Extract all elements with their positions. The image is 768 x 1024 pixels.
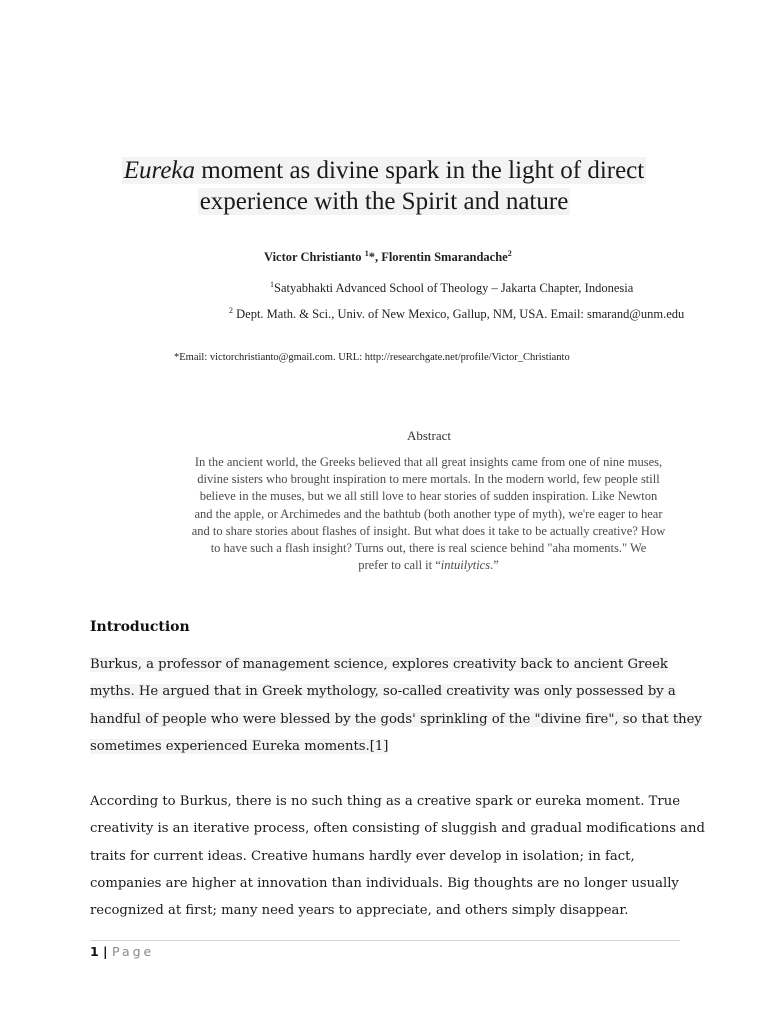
paragraph-line: companies are higher at innovation than individuals. Big thoughts are no longer usually: [90, 875, 679, 891]
paragraph-line-text: sometimes experienced Eureka moments.[1]: [90, 738, 389, 754]
page-label: Page: [111, 944, 155, 959]
paragraph-line: traits for current ideas. Creative humans hardly ever develop in isolation; in fact,: [90, 848, 635, 864]
abstract-last-prefix: prefer to call it “: [358, 558, 441, 573]
author-1: Victor Christianto: [264, 250, 365, 264]
paragraph-line: creativity is an iterative process, often consisting of sluggish and gradual modifications and: [90, 821, 705, 837]
abstract-heading: Abstract: [406, 428, 452, 443]
intro-paragraph-2: [90, 788, 705, 924]
paragraph-line-text: myths. He argued that in Greek mythology, so-called creativity was only possessed by a: [90, 684, 676, 700]
title-italic-word: Eureka: [123, 157, 196, 184]
paragraph-line-text: Burkus, a professor of management science, explores creativity back to ancient Greek: [90, 657, 668, 672]
paragraph-line: [90, 651, 690, 678]
page-footer: [90, 944, 154, 959]
paragraph-line-text: handful of people who were blessed by the gods' sprinkling of the "divine fire", so that they: [90, 711, 702, 727]
author-2: Florentin Smarandache: [381, 250, 508, 264]
paragraph-line: recognized at first; many need years to appreciate, and others simply disappear.: [90, 903, 629, 919]
abstract-line: believe in the muses, but we all still love to hear stories of sudden inspiration. Like Newton: [199, 489, 658, 504]
abstract-line: and the apple, or Archimedes and the bathtub (both another type of myth), we're eager to hear: [194, 506, 663, 521]
abstract-line: In the ancient world, the Greeks believed that all great insights came from one of nine muses,: [194, 455, 663, 469]
author-list: [264, 250, 512, 265]
footer-divider: [90, 940, 680, 941]
paper-title: [60, 155, 708, 217]
abstract-line: divine sisters who brought inspiration to mere mortals. In the modern world, few people still: [197, 472, 660, 487]
correspondence-email: *Email: victorchristianto@gmail.com. URL: http://researchgate.net/profile/Victor_Christianto: [174, 352, 570, 363]
abstract-last-suffix: .”: [490, 558, 499, 573]
abstract-line-last: [180, 557, 677, 574]
paragraph-line: [90, 706, 702, 733]
paragraph-line: [90, 678, 690, 705]
title-line-2: experience with the Spirit and nature: [199, 188, 569, 215]
abstract-body: [180, 454, 677, 574]
abstract-line: to have such a flash insight? Turns out, there is real science behind "aha moments." We: [210, 541, 647, 556]
affiliation-1-marker: 1: [270, 279, 274, 289]
paragraph-line: [90, 733, 690, 760]
title-line-1-rest: moment as divine spark in the light of direct: [195, 157, 645, 184]
affiliation-2: [229, 307, 684, 322]
page-separator: |: [98, 944, 112, 959]
affiliation-1-text: Satyabhakti Advanced School of Theology – Jakarta Chapter, Indonesia: [274, 281, 634, 295]
affiliation-2-text: Dept. Math. & Sci., Univ. of New Mexico, Gallup, NM, USA. Email: smarand@unm.edu: [233, 307, 685, 321]
abstract-line: and to share stories about flashes of insight. But what does it take to be actually creative? How: [191, 523, 666, 538]
corresponding-mark: *: [368, 250, 375, 264]
abstract-italic-term: intuilytics: [440, 558, 491, 573]
affiliation-1: [270, 281, 633, 296]
title-line-1: [122, 157, 646, 184]
author-2-affil: 2: [507, 248, 512, 258]
affiliation-2-marker: 2: [229, 305, 233, 315]
introduction-heading: Introduction: [90, 619, 190, 635]
author-1-affil: 1: [364, 248, 369, 258]
intro-paragraph-1: [90, 651, 702, 760]
paragraph-line: According to Burkus, there is no such thing as a creative spark or eureka moment. True: [90, 794, 681, 809]
author-separator: ,: [374, 250, 382, 264]
page-number: 1: [90, 944, 99, 959]
